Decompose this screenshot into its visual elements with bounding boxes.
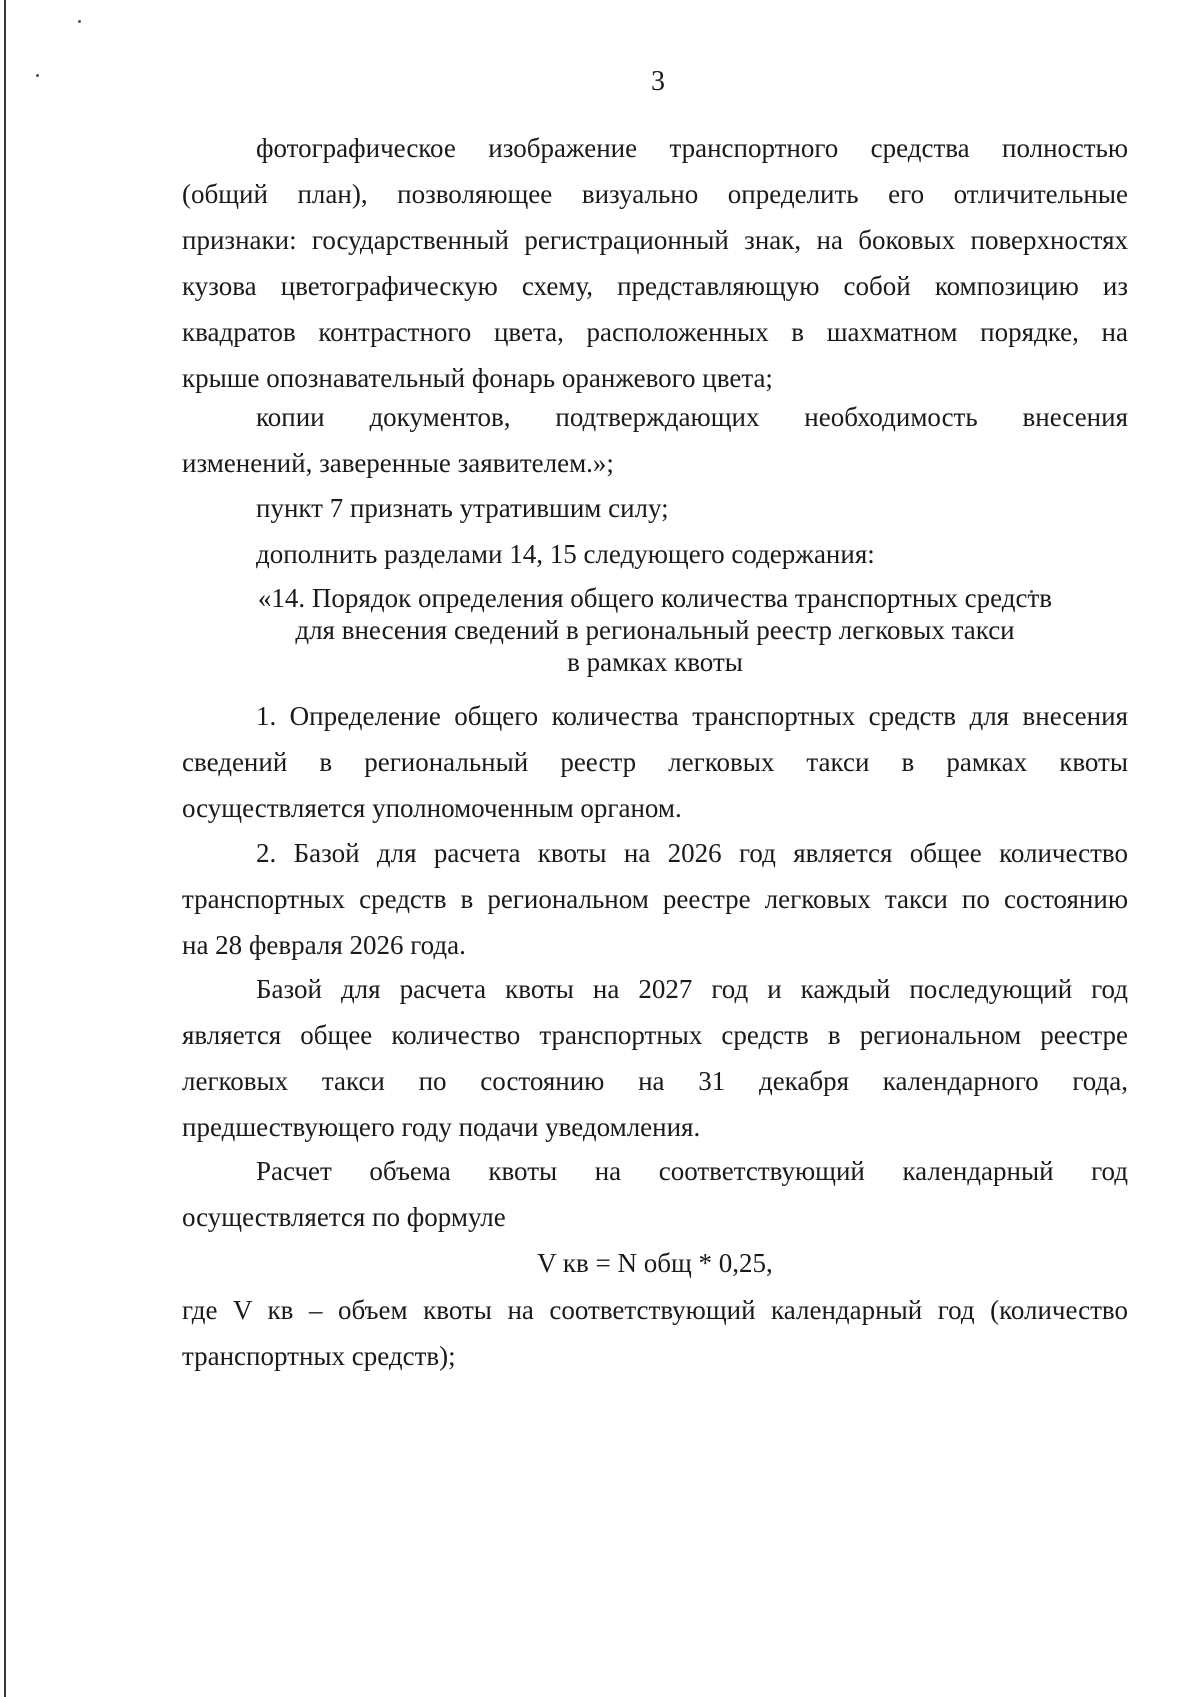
text-line: 2. Базой для расчета квоты на 2026 год является общее количество [256, 838, 1128, 868]
text-line: 1. Определение общего количества транспортных средств для внесения [256, 701, 1128, 731]
scan-speck [78, 20, 81, 23]
text-line: квадратов контрастного цвета, расположенных в шахматном порядке, на [182, 317, 1128, 347]
text-line: (общий план), позволяющее визуально определить его отличительные [182, 179, 1128, 209]
text-line: кузова цветографическую схему, представляющую собой композицию из [182, 271, 1128, 301]
text-line: транспортных средств в региональном реестре легковых такси по состоянию [182, 884, 1128, 914]
paragraph-calculation [182, 1148, 1128, 1240]
text-line: фотографическое изображение транспортного средства полностью [256, 133, 1128, 163]
text-line: крыше опознавательный фонарь оранжевого цвета; [182, 363, 773, 393]
text-line: легковых такси по состоянию на 31 декабря календарного года, [182, 1066, 1128, 1096]
text-line: пункт 7 признать утратившим силу; [256, 493, 669, 523]
text-line: предшествующего году подачи уведомления. [182, 1112, 701, 1142]
text-line: Расчет объема квоты на соответствующий календарный год [256, 1156, 1128, 1186]
paragraph-point-2 [182, 830, 1128, 968]
page-number: 3 [651, 66, 665, 97]
text-line: дополнить разделами 14, 15 следующего содержания: [256, 539, 875, 569]
heading-line: для внесения сведений в региональный реестр легковых такси [295, 615, 1015, 645]
text-line: копии документов, подтверждающих необходимость внесения [256, 402, 1128, 432]
text-line: изменений, заверенные заявителем.»; [182, 448, 614, 478]
paragraph-formula-legend [182, 1287, 1128, 1379]
text-line: транспортных средств); [182, 1341, 456, 1371]
text-line: признаки: государственный регистрационный знак, на боковых поверхностях [182, 225, 1128, 255]
heading-line: в рамках квоты [567, 647, 743, 677]
text-line: осуществляется уполномоченным органом. [182, 793, 682, 823]
text-line: на 28 февраля 2026 года. [182, 930, 466, 960]
paragraph-point-1 [182, 693, 1128, 831]
paragraph-base-2027 [182, 966, 1128, 1150]
text-line: сведений в региональный реестр легковых такси в рамках квоты [182, 747, 1128, 777]
paragraph-add-sections [182, 531, 1128, 577]
text-line: является общее количество транспортных средств в региональном реестре [182, 1020, 1128, 1050]
paragraph-photo-requirement [182, 125, 1128, 401]
heading-line: «14. Порядок определения общего количества транспортных средств [257, 583, 1053, 613]
paragraph-document-copies [182, 394, 1128, 486]
text-line: где V кв – объем квоты на соответствующий календарный год (количество [182, 1295, 1128, 1325]
text-line: осуществляется по формуле [182, 1202, 506, 1232]
quota-formula: V кв = N общ * 0,25, [537, 1248, 773, 1278]
section-heading [182, 582, 1128, 678]
paragraph-item-7 [182, 485, 1128, 531]
page-edge-border [4, 0, 6, 1697]
text-line: Базой для расчета квоты на 2027 год и каждый последующий год [256, 974, 1128, 1004]
